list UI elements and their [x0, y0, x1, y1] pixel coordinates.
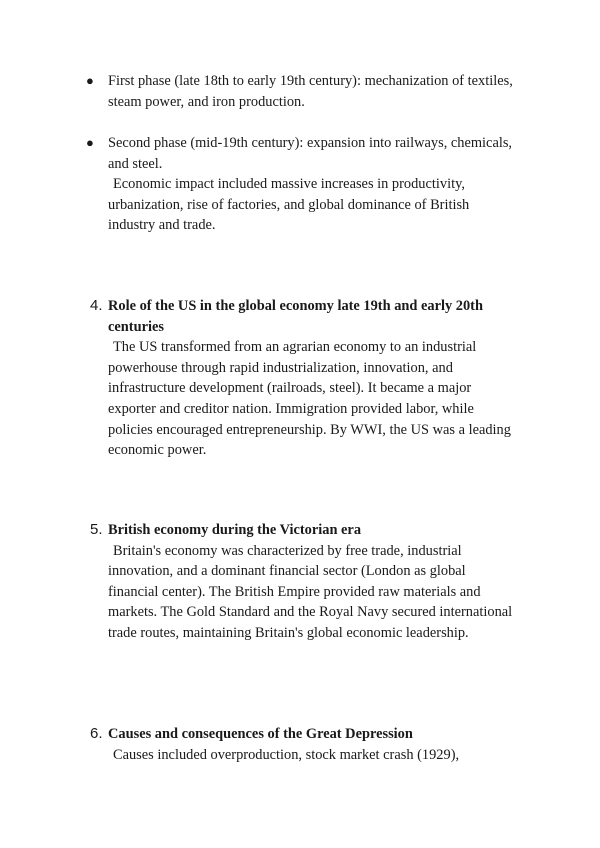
- section-heading: Role of the US in the global economy late 19th and early 20th centuries: [108, 298, 483, 335]
- section-content: [108, 296, 518, 461]
- section-heading: Causes and consequences of the Great Depression: [108, 726, 413, 742]
- section-heading: British economy during the Victorian era: [108, 522, 362, 538]
- section-body: The US transformed from an agrarian economy to an industrial powerhouse through rapid industrialization, innovation, and infrastructure development (railroads, steel). It became a major exporter and creditor nation. Immigration provided labor, while policies encouraged entrepreneurship. By WWI, the US was a leading economic power.: [108, 339, 511, 459]
- section-body: Britain's economy was characterized by free trade, industrial innovation, and a dominant financial sector (London as global financial center). The British Empire provided raw materials and markets. The Gold Standard and the Royal Navy secured international trade routes, maintaining Britain's global economic leadership.: [108, 542, 513, 641]
- bullet-continuation-paragraph: Economic impact included massive increases in productivity, urbanization, rise of factories, and global dominance of British industry and trade.: [108, 176, 470, 234]
- section-content: [108, 724, 518, 765]
- bullet-marker: ●: [86, 135, 94, 150]
- section-number: 6.: [90, 725, 103, 742]
- section-number: 4.: [90, 297, 103, 314]
- bullet-marker: ●: [86, 73, 94, 88]
- bullet-text-group: [108, 133, 518, 236]
- bullet-text: Second phase (mid-19th century): expansion into railways, chemicals, and steel.: [108, 135, 513, 172]
- section-content: [108, 520, 518, 644]
- section-body: Causes included overproduction, stock market crash (1929),: [113, 746, 460, 763]
- bullet-text: First phase (late 18th to early 19th century): mechanization of textiles, steam power, and iron production.: [108, 73, 513, 110]
- section-number: 5.: [90, 521, 103, 538]
